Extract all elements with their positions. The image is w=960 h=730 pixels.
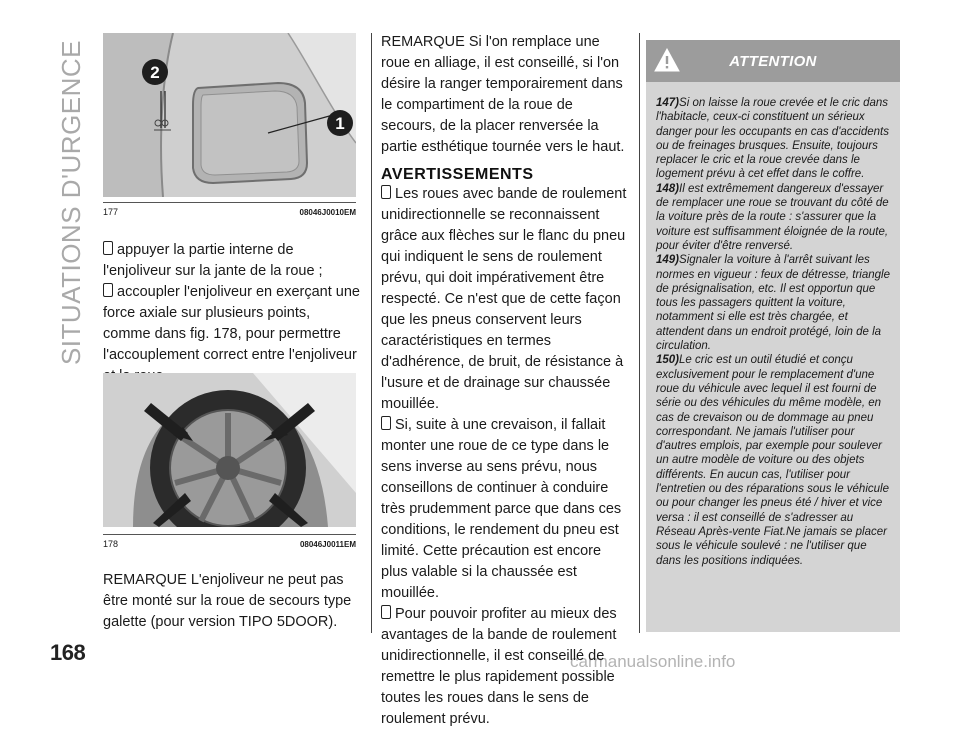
remark-paragraph: REMARQUE Si l'on remplace une roue en alliage, il est conseillé, si l'on désire la ranger temporairement dans le compartiment de la roue de secours, de la placer renversée la partie esthétique tournée vers le haut. xyxy=(381,34,625,155)
bullet-icon xyxy=(381,605,391,619)
bullet-text: accoupler l'enjoliveur en exerçant une force axiale sur plusieurs points, comme dans fig. 178, pour permettre l'accouplement correct entre l'enjoliveur xyxy=(103,284,360,363)
figure-177-code: 08046J0010EM xyxy=(299,208,356,217)
bullet-text: Les roues avec bande de roulement unidirectionnelle se reconnaissent grâce aux flèches sur le flanc du pneu qui indiquent le sens de roulement prévu, qui doit impérativement être respecté. Ce n'est que de cette façon que les pneus conservent leurs caractéristiques en termes d'adhérence, de bruit, de résistance à l'usure et de drainage sur chaussée mouillée. xyxy=(381,186,627,412)
attention-item-text: Signaler la voiture à l'arrêt suivant les normes en vigueur : feux de détresse, triangle de présignalisation, etc. Il est opportun que tous les passagers quittent la voiture, notamment si elle est très chargée, et attendent dans un endroit protégé, loin de la circulation. xyxy=(656,254,890,353)
attention-body xyxy=(646,82,900,568)
bullet-icon xyxy=(381,416,391,430)
warnings-heading: AVERTISSEMENTS xyxy=(381,166,534,183)
figure-178-number: 178 xyxy=(103,539,119,549)
section-title-text: SITUATIONS D'URGENCE xyxy=(56,39,87,365)
attention-item xyxy=(656,182,892,253)
figure-178-code: 08046J0011EM xyxy=(299,540,356,549)
column-divider xyxy=(371,33,372,633)
attention-item xyxy=(656,253,892,353)
wheel-with-cover-drawing xyxy=(103,373,356,527)
figure-177-illustration xyxy=(103,33,356,197)
bullet-item xyxy=(381,604,631,730)
attention-item-text: Si on laisse la roue crevée et le cric dans l'habitacle, ceux-ci constituent un sérieux danger pour les occupants en cas d'accidents ou de freinages brusques. Ensuite, toujours replacer le cric et la roue crevée dans le logement prévu à cet effet dans le coffre. xyxy=(656,97,889,181)
attention-item-number: 147) xyxy=(656,97,680,109)
callout-1-label: 1 xyxy=(335,114,345,133)
bullet-item xyxy=(103,240,361,282)
figure-178-caption xyxy=(103,534,356,549)
bullet-item xyxy=(381,415,631,604)
bullet-icon xyxy=(103,241,113,255)
bullet-icon xyxy=(381,185,391,199)
bullet-text: appuyer la partie interne de l'enjoliveur sur la jante de la roue ; xyxy=(103,242,323,279)
column-1-instructions xyxy=(103,240,361,387)
section-title xyxy=(56,39,87,365)
page-number: 168 xyxy=(50,640,86,665)
attention-item-number: 150) xyxy=(656,354,680,367)
figure-177-caption xyxy=(103,202,356,217)
attention-item-text: Le cric est un outil étudié et conçu exclusivement pour le remplacement d'une roue du véhicule avec lequel il est fourni de série ou des véhicules du même modèle, en cas de crevaison ou de dommage au pneu correspondant. Ne jamais l'utiliser pour d'autres emplois, par exemple pour soulever un autre modèle de voiture ou des objets différents. En aucun cas, l'utiliser pour l'entretien ou des réparations sous le véhicule ou pour changer les pneus été / hiver et vice versa : il est conseillé de s'adresser au Réseau Après-vente Fiat.Ne jamais se placer sous le véhicule soulevé : ne l'utiliser que dans les positions indiquées. xyxy=(656,354,889,567)
watermark: carmanualsonline.info xyxy=(570,652,736,671)
attention-header xyxy=(646,40,900,82)
column-2-content xyxy=(381,32,631,730)
figure-177-number: 177 xyxy=(103,207,119,217)
attention-item xyxy=(656,353,892,567)
bullet-item xyxy=(381,184,631,415)
attention-item-text: Il est extrêmement dangereux d'essayer de remplacer une roue se trouvant du côté de la voiture près de la route : s'assurer que la voiture est suffisamment éloignée de la route, pour éviter d'être renversé. xyxy=(656,182,889,252)
attention-item-number: 149) xyxy=(656,254,680,267)
figure-178-illustration xyxy=(103,373,356,527)
column-divider xyxy=(639,33,640,633)
bullet-item xyxy=(103,282,361,387)
callout-2-label: 2 xyxy=(150,63,160,82)
wheel-cover-interior-drawing xyxy=(103,33,356,197)
bullet-text: Pour pouvoir profiter au mieux des avantages de la bande de roulement unidirectionnelle, il est conseillé de remettre le plus rapidement possible toutes les roues dans le sens de roulement prévu. xyxy=(381,606,617,727)
attention-item-number: 148) xyxy=(656,182,680,195)
attention-box xyxy=(646,40,900,632)
column-1-note: REMARQUE L'enjoliveur ne peut pas être monté sur la roue de secours type galette (pour version TIPO 5DOOR). xyxy=(103,572,352,630)
attention-title: ATTENTION xyxy=(729,53,817,70)
attention-item xyxy=(656,96,892,182)
bullet-icon xyxy=(103,283,113,297)
bullet-text: Si, suite à une crevaison, il fallait monter une roue de ce type dans le sens inverse au sens prévu, nous conseillons de continuer à conduire très prudemment parce que dans ces conditions, le rendement du pneu est limité. Cette précaution est encore plus valable si la chaussée est mouillée. xyxy=(381,417,622,601)
